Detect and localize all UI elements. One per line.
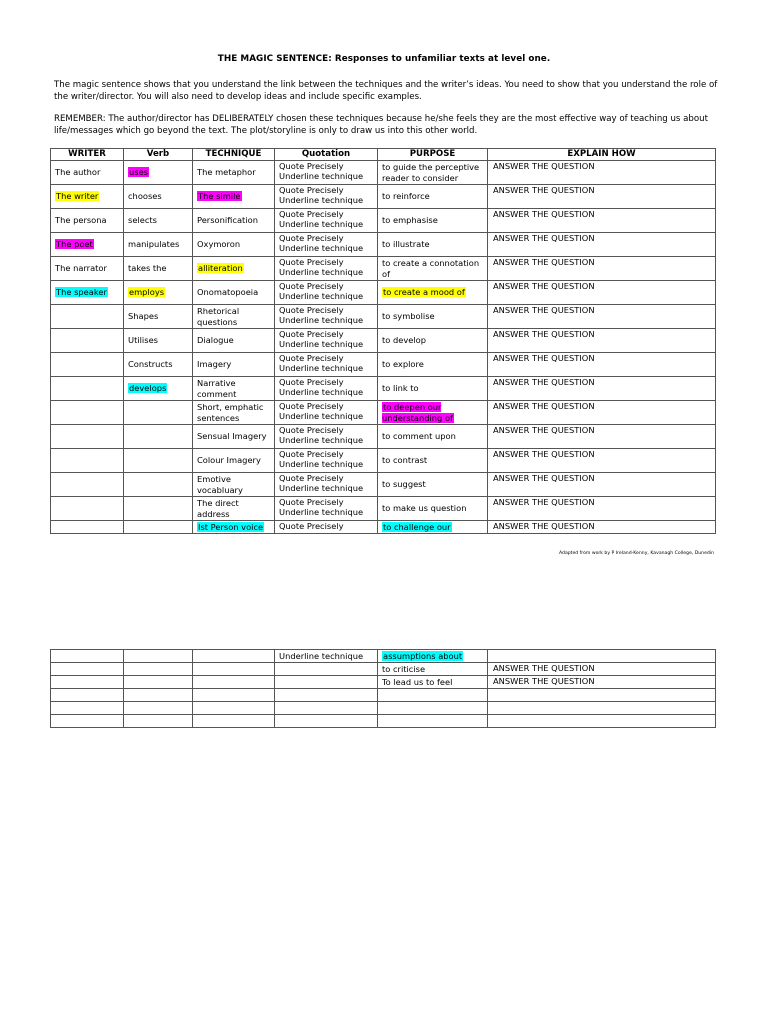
explain-cell	[488, 329, 716, 353]
technique-cell	[193, 521, 275, 534]
purpose-cell	[378, 497, 488, 521]
purpose-cell	[378, 449, 488, 473]
verb-cell	[124, 401, 193, 425]
explain-cell-text: ANSWER THE QUESTION	[493, 473, 595, 483]
purpose-cell-text: to reinforce	[382, 191, 430, 202]
verb-cell-text: takes the	[128, 263, 167, 274]
verb-cell	[124, 185, 193, 209]
verb-cell	[124, 521, 193, 534]
explain-cell	[488, 161, 716, 185]
explain-cell	[488, 425, 716, 449]
purpose-cell-text: to criticise	[382, 663, 426, 674]
purpose-cell-text: to contrast	[382, 455, 428, 466]
purpose-cell	[378, 650, 488, 663]
explain-cell	[488, 185, 716, 209]
explain-cell	[488, 353, 716, 377]
table-row	[51, 161, 716, 185]
technique-cell-text: alliteration	[198, 263, 243, 274]
remember-paragraph: REMEMBER: The author/director has DELIBERATELY chosen these techniques because he/she feels they are the most effective way of teaching us about life/messages which go beyond the text. The plot/storyline is only to draw us into this other world.	[54, 114, 708, 136]
table-row	[51, 497, 716, 521]
quote-precisely-text: Quote Precisely	[279, 497, 344, 507]
underline-technique-text: Underline technique	[279, 219, 364, 230]
purpose-cell	[378, 473, 488, 497]
purpose-cell-text: to symbolise	[382, 311, 435, 322]
quote-precisely-text: Quote Precisely	[279, 281, 344, 291]
writer-cell	[51, 676, 124, 689]
purpose-cell-text: to illustrate	[382, 239, 430, 250]
quotation-cell	[275, 329, 378, 353]
quotation-cell	[275, 689, 378, 702]
explain-cell	[488, 473, 716, 497]
technique-cell-text: The metaphor	[197, 167, 256, 178]
technique-cell	[193, 185, 275, 209]
writer-cell	[51, 702, 124, 715]
technique-cell-text: Short, emphatic sentences	[197, 402, 264, 423]
quotation-cell	[275, 353, 378, 377]
verb-cell	[124, 305, 193, 329]
purpose-cell	[378, 329, 488, 353]
explain-cell-text: ANSWER THE QUESTION	[493, 185, 595, 195]
underline-technique-text: Underline technique	[279, 387, 364, 398]
quote-precisely-text: Quote Precisely	[279, 161, 344, 171]
quotation-cell	[275, 185, 378, 209]
technique-cell-text: Imagery	[197, 359, 232, 370]
purpose-cell	[378, 521, 488, 534]
writer-cell	[51, 209, 124, 233]
purpose-cell	[378, 663, 488, 676]
quote-precisely-text: Quote Precisely	[279, 473, 344, 483]
verb-cell	[124, 702, 193, 715]
explain-cell	[488, 521, 716, 534]
purpose-cell-text: to create a connotation of	[382, 258, 480, 279]
purpose-cell-text: to link to	[382, 383, 419, 394]
technique-cell-text: Dialogue	[197, 335, 234, 346]
quotation-cell	[275, 161, 378, 185]
quote-precisely-text: Quote Precisely	[279, 305, 344, 315]
writer-cell	[51, 715, 124, 728]
explain-cell	[488, 281, 716, 305]
verb-cell	[124, 233, 193, 257]
header-quotation: Quotation	[275, 149, 378, 161]
technique-cell	[193, 305, 275, 329]
technique-cell-text: Emotive vocabluary	[197, 474, 243, 495]
writer-cell	[51, 161, 124, 185]
technique-cell	[193, 233, 275, 257]
purpose-cell-text: to deepen our understanding of	[382, 402, 453, 423]
table-row	[51, 702, 716, 715]
quotation-cell	[275, 257, 378, 281]
explain-cell-text: ANSWER THE QUESTION	[493, 521, 595, 531]
purpose-cell	[378, 401, 488, 425]
explain-cell	[488, 689, 716, 702]
writer-cell	[51, 185, 124, 209]
header-row	[51, 149, 716, 161]
verb-cell-text: develops	[129, 383, 167, 394]
table-row	[51, 353, 716, 377]
verb-cell	[124, 449, 193, 473]
explain-cell	[488, 650, 716, 663]
quotation-cell	[275, 281, 378, 305]
table-row	[51, 257, 716, 281]
explain-cell	[488, 305, 716, 329]
quotation-cell	[275, 233, 378, 257]
technique-cell	[193, 353, 275, 377]
quote-precisely-text: Quote Precisely	[279, 377, 344, 387]
explain-cell	[488, 497, 716, 521]
quote-precisely-text: Quote Precisely	[279, 425, 344, 435]
purpose-cell	[378, 676, 488, 689]
writer-cell	[51, 663, 124, 676]
technique-cell-text: The simile	[198, 191, 241, 202]
technique-cell-text: Personification	[197, 215, 258, 226]
explain-cell	[488, 377, 716, 401]
verb-cell	[124, 425, 193, 449]
table-row	[51, 676, 716, 689]
table-row	[51, 521, 716, 534]
underline-technique-text: Underline technique	[279, 435, 364, 446]
explain-cell	[488, 715, 716, 728]
purpose-cell-text: to create a mood of	[383, 287, 465, 298]
writer-cell-text: The poet	[56, 239, 93, 250]
technique-cell	[193, 449, 275, 473]
technique-cell-text: Ist Person voice	[198, 521, 264, 532]
explain-cell	[488, 702, 716, 715]
writer-cell	[51, 233, 124, 257]
purpose-cell-text: to make us question	[382, 503, 467, 514]
purpose-cell	[378, 689, 488, 702]
quotation-cell	[275, 401, 378, 425]
purpose-cell	[378, 281, 488, 305]
technique-cell	[193, 257, 275, 281]
quotation-cell	[275, 377, 378, 401]
purpose-cell	[378, 209, 488, 233]
technique-cell	[193, 497, 275, 521]
verb-cell	[124, 281, 193, 305]
verb-cell	[124, 257, 193, 281]
header-verb: Verb	[124, 149, 193, 161]
verb-cell	[124, 329, 193, 353]
quotation-cell	[275, 676, 378, 689]
verb-cell	[124, 689, 193, 702]
writer-cell	[51, 497, 124, 521]
writer-cell	[51, 521, 124, 534]
verb-cell	[124, 497, 193, 521]
purpose-cell-text: to comment upon	[382, 431, 456, 442]
table-row	[51, 715, 716, 728]
explain-cell-text: ANSWER THE QUESTION	[493, 233, 595, 243]
quote-precisely-text: Quote Precisely	[279, 257, 344, 267]
underline-technique-text: Underline technique	[279, 459, 364, 470]
purpose-cell	[378, 702, 488, 715]
header-purpose: PURPOSE	[378, 149, 488, 161]
explain-cell-text: ANSWER THE QUESTION	[493, 377, 595, 387]
purpose-cell	[378, 425, 488, 449]
purpose-cell	[378, 257, 488, 281]
explain-cell-text: ANSWER THE QUESTION	[493, 209, 595, 219]
writer-cell-text: The author	[55, 167, 101, 178]
verb-cell-text: manipulates	[128, 239, 180, 250]
technique-cell	[193, 401, 275, 425]
technique-cell-text: Onomatopoeia	[197, 287, 259, 298]
table-row	[51, 663, 716, 676]
table-row	[51, 233, 716, 257]
purpose-cell-text: assumptions about	[383, 650, 463, 661]
writer-cell	[51, 353, 124, 377]
purpose-cell-text: to emphasise	[382, 215, 438, 226]
table-row	[51, 425, 716, 449]
technique-cell-text: Colour Imagery	[197, 455, 261, 466]
table-row	[51, 449, 716, 473]
technique-cell-text: Narrative comment	[197, 378, 237, 399]
explain-cell-text: ANSWER THE QUESTION	[493, 305, 595, 315]
underline-technique-text: Underline technique	[279, 339, 364, 350]
writer-cell	[51, 449, 124, 473]
quotation-cell	[275, 521, 378, 534]
writer-cell	[51, 305, 124, 329]
quotation-cell	[275, 209, 378, 233]
verb-cell-text: chooses	[128, 191, 162, 202]
explain-cell	[488, 663, 716, 676]
underline-technique-text: Underline technique	[279, 243, 364, 254]
quote-precisely-text: Quote Precisely	[279, 329, 344, 339]
verb-cell	[124, 353, 193, 377]
underline-technique-text: Underline technique	[279, 507, 364, 518]
explain-cell-text: ANSWER THE QUESTION	[493, 353, 595, 363]
explain-cell	[488, 676, 716, 689]
technique-cell	[193, 425, 275, 449]
purpose-cell	[378, 185, 488, 209]
quote-precisely-text: Quote Precisely	[279, 401, 344, 411]
underline-technique-text: Underline technique	[279, 483, 364, 494]
explain-cell-text: ANSWER THE QUESTION	[493, 497, 595, 507]
quote-precisely-text: Quote Precisely	[279, 185, 344, 195]
purpose-cell	[378, 161, 488, 185]
technique-cell	[193, 650, 275, 663]
writer-cell-text: The narrator	[55, 263, 107, 274]
purpose-cell	[378, 353, 488, 377]
table-row	[51, 473, 716, 497]
underline-technique-text: Underline technique	[279, 315, 364, 326]
purpose-cell-text: To lead us to feel	[382, 676, 453, 687]
underline-technique-text: Underline technique	[279, 363, 364, 374]
header-writer: WRITER	[51, 149, 124, 161]
verb-cell-text: employs	[129, 287, 165, 298]
purpose-cell-text: to guide the perceptive reader to consider	[382, 162, 480, 183]
table-row	[51, 185, 716, 209]
verb-cell	[124, 209, 193, 233]
technique-cell	[193, 676, 275, 689]
explain-cell-text: ANSWER THE QUESTION	[493, 257, 595, 267]
writer-cell-text: The writer	[56, 191, 99, 202]
verb-cell-text: uses	[129, 167, 149, 178]
explain-cell-text: ANSWER THE QUESTION	[493, 425, 595, 435]
table-row	[51, 329, 716, 353]
table-row	[51, 401, 716, 425]
magic-sentence-table	[50, 148, 716, 534]
explain-cell	[488, 449, 716, 473]
quotation-cell	[275, 305, 378, 329]
underline-technique-text: Underline technique	[279, 195, 364, 206]
purpose-cell-text: to explore	[382, 359, 424, 370]
page-title: THE MAGIC SENTENCE: Responses to unfamiliar texts at level one.	[217, 54, 551, 64]
technique-cell	[193, 663, 275, 676]
writer-cell	[51, 401, 124, 425]
table-row	[51, 689, 716, 702]
purpose-cell	[378, 233, 488, 257]
technique-cell	[193, 161, 275, 185]
verb-cell	[124, 676, 193, 689]
explain-cell-text: ANSWER THE QUESTION	[493, 401, 595, 411]
quote-precisely-text: Quote Precisely	[279, 353, 344, 363]
quotation-cell	[275, 650, 378, 663]
writer-cell	[51, 425, 124, 449]
technique-cell	[193, 209, 275, 233]
quotation-cell	[275, 663, 378, 676]
writer-cell	[51, 329, 124, 353]
verb-cell-text: selects	[128, 215, 157, 226]
verb-cell	[124, 663, 193, 676]
technique-cell	[193, 715, 275, 728]
explain-cell	[488, 209, 716, 233]
quote-precisely-text: Quote Precisely	[279, 521, 344, 531]
verb-cell-text: Shapes	[128, 311, 159, 322]
header-explain-how: EXPLAIN HOW	[488, 149, 716, 161]
technique-cell	[193, 329, 275, 353]
verb-cell	[124, 473, 193, 497]
verb-cell-text: Constructs	[128, 359, 173, 370]
header-technique: TECHNIQUE	[193, 149, 275, 161]
explain-cell-text: ANSWER THE QUESTION	[493, 161, 595, 171]
purpose-cell	[378, 305, 488, 329]
technique-cell	[193, 689, 275, 702]
quotation-cell	[275, 702, 378, 715]
quotation-cell	[275, 425, 378, 449]
writer-cell	[51, 281, 124, 305]
underline-technique-text: Underline technique	[279, 171, 364, 182]
explain-cell-text: ANSWER THE QUESTION	[493, 281, 595, 291]
credit-note: Adapted from work by P Ireland-Kenny, Kavanagh College, Dunedin	[558, 551, 714, 556]
quotation-cell	[275, 473, 378, 497]
technique-cell-text: Rhetorical questions	[197, 306, 240, 327]
writer-cell	[51, 257, 124, 281]
writer-cell	[51, 689, 124, 702]
writer-cell-text: The persona	[55, 215, 107, 226]
writer-cell	[51, 377, 124, 401]
table-row	[51, 281, 716, 305]
explain-cell-text: ANSWER THE QUESTION	[493, 676, 595, 686]
underline-technique-text: Underline technique	[279, 267, 364, 278]
explain-cell-text: ANSWER THE QUESTION	[493, 329, 595, 339]
table-row	[51, 650, 716, 663]
table-row	[51, 305, 716, 329]
technique-cell	[193, 473, 275, 497]
explain-cell	[488, 233, 716, 257]
purpose-cell	[378, 377, 488, 401]
continuation-table	[50, 649, 716, 728]
quote-precisely-text: Quote Precisely	[279, 233, 344, 243]
technique-cell	[193, 377, 275, 401]
writer-cell-text: The speaker	[56, 287, 107, 298]
table-row	[51, 377, 716, 401]
purpose-cell-text: to challenge our	[383, 521, 451, 532]
quote-precisely-text: Quote Precisely	[279, 209, 344, 219]
verb-cell	[124, 650, 193, 663]
quotation-cell	[275, 449, 378, 473]
explain-cell-text: ANSWER THE QUESTION	[493, 449, 595, 459]
technique-cell	[193, 702, 275, 715]
writer-cell	[51, 650, 124, 663]
verb-cell	[124, 161, 193, 185]
table-row	[51, 209, 716, 233]
explain-cell-text: ANSWER THE QUESTION	[493, 663, 595, 673]
purpose-cell-text: to suggest	[382, 479, 426, 490]
technique-cell-text: Oxymoron	[197, 239, 241, 250]
quote-precisely-text: Quote Precisely	[279, 449, 344, 459]
verb-cell	[124, 377, 193, 401]
intro-paragraph: The magic sentence shows that you understand the link between the techniques and the writer’s ideas. You need to show that you understand the role of the writer/director. You will also need to develop ideas and include specific examples.	[54, 80, 718, 102]
quotation-cell	[275, 497, 378, 521]
technique-cell-text: Sensual Imagery	[197, 431, 267, 442]
explain-cell	[488, 401, 716, 425]
verb-cell	[124, 715, 193, 728]
quotation-cell-text: Underline technique	[279, 650, 364, 661]
quotation-cell	[275, 715, 378, 728]
technique-cell-text: The direct address	[197, 498, 239, 519]
technique-cell	[193, 281, 275, 305]
underline-technique-text: Underline technique	[279, 411, 364, 422]
writer-cell	[51, 473, 124, 497]
underline-technique-text: Underline technique	[279, 291, 364, 302]
purpose-cell	[378, 715, 488, 728]
purpose-cell-text: to develop	[382, 335, 427, 346]
verb-cell-text: Utilises	[128, 335, 158, 346]
explain-cell	[488, 257, 716, 281]
